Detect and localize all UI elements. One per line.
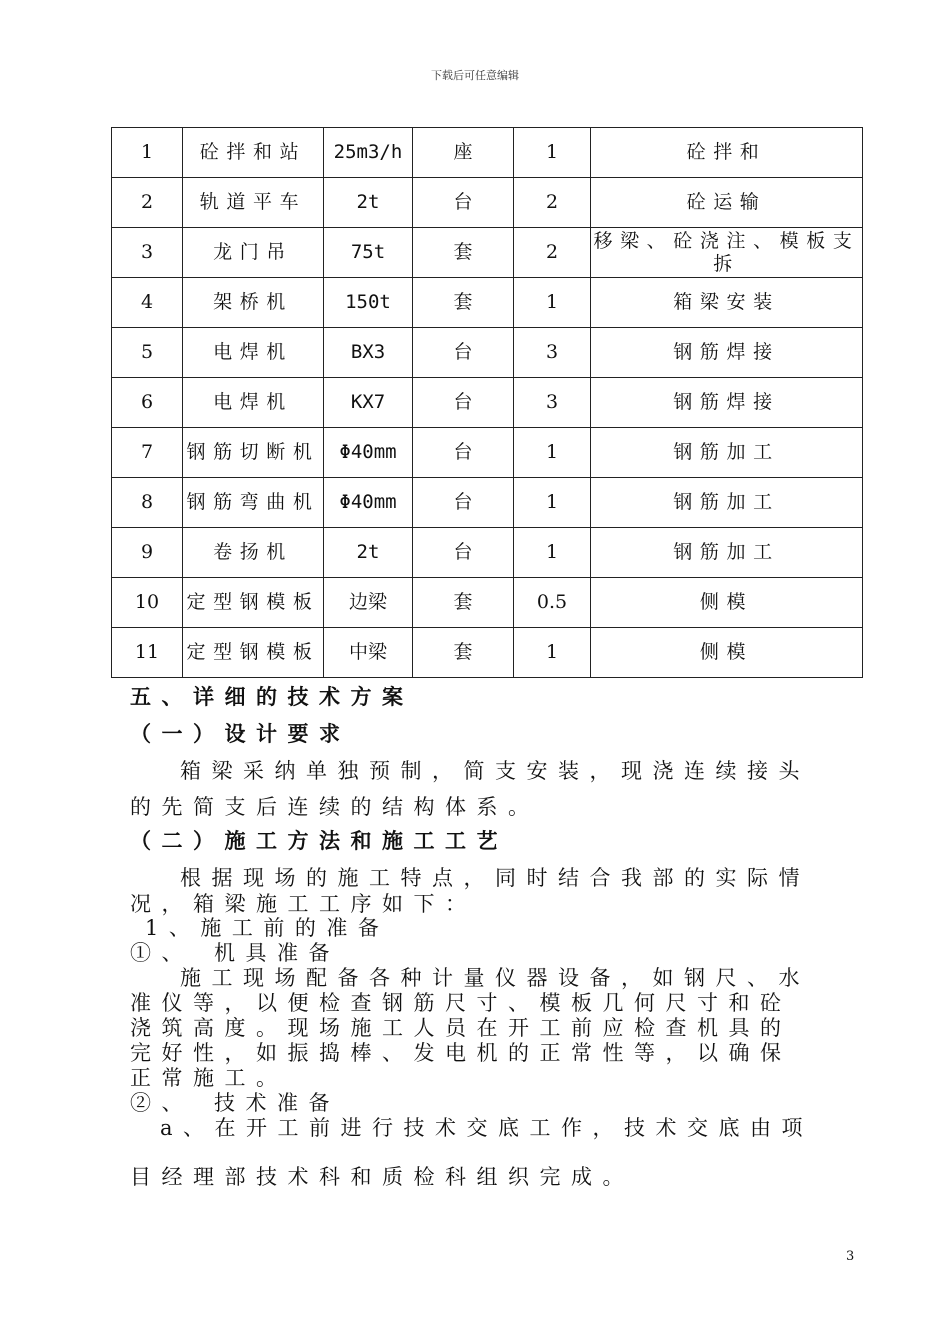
list-item: 1、施工前的准备 [145,916,390,940]
equipment-name-cell: 架桥机 [183,278,324,328]
purpose-cell: 侧模 [591,628,863,678]
unit-cell: 台 [413,528,514,578]
unit-cell: 台 [413,478,514,528]
equipment-name-cell: 定型钢模板 [183,628,324,678]
row-number-cell: 6 [112,378,183,428]
purpose-cell: 箱梁安装 [591,278,863,328]
equipment-spec-cell: 边梁 [324,578,413,628]
quantity-cell: 2 [514,228,591,278]
paragraph-line: 完好性，如振捣棒、发电机的正常性等，以确保 [130,1041,792,1065]
list-item: ①、 机具准备 [130,941,340,965]
row-number-cell: 3 [112,228,183,278]
row-number-cell: 2 [112,178,183,228]
table-row [112,428,863,478]
equipment-name-cell: 钢筋切断机 [183,428,324,478]
subsection-title-method: （二）施工方法和施工工艺 [130,828,508,853]
equipment-name-cell: 电焊机 [183,328,324,378]
page-header: 下载后可任意编辑 [431,69,519,82]
equipment-table [111,127,863,678]
paragraph: 目经理部技术科和质检科组织完成。 [130,1165,634,1189]
purpose-cell: 钢筋加工 [591,478,863,528]
table-row [112,328,863,378]
paragraph: 的先简支后连续的结构体系。 [130,795,540,819]
equipment-spec-cell: Φ40mm [324,428,413,478]
quantity-cell: 1 [514,628,591,678]
paragraph-line: 浇筑高度。现场施工人员在开工前应检查机具的 [130,1016,792,1040]
paragraph: 况，箱梁施工工序如下： [130,892,477,916]
unit-cell: 套 [413,228,514,278]
equipment-name-cell: 轨道平车 [183,178,324,228]
subsection-title-design: （一）设计要求 [130,721,351,746]
row-number-cell: 1 [112,128,183,178]
row-number-cell: 10 [112,578,183,628]
quantity-cell: 1 [514,478,591,528]
table-row [112,128,863,178]
quantity-cell: 3 [514,378,591,428]
row-number-cell: 4 [112,278,183,328]
equipment-name-cell: 卷扬机 [183,528,324,578]
table-row [112,578,863,628]
unit-cell: 台 [413,328,514,378]
purpose-cell: 钢筋加工 [591,428,863,478]
table-row [112,478,863,528]
unit-cell: 台 [413,428,514,478]
unit-cell: 台 [413,378,514,428]
equipment-spec-cell: 中梁 [324,628,413,678]
equipment-spec-cell: BX3 [324,328,413,378]
equipment-spec-cell: Φ40mm [324,478,413,528]
quantity-cell: 1 [514,128,591,178]
purpose-cell: 砼运输 [591,178,863,228]
unit-cell: 套 [413,628,514,678]
paragraph-line: 准仪等，以便检查钢筋尺寸、模板几何尺寸和砼 [130,991,792,1015]
unit-cell: 套 [413,278,514,328]
table-row [112,228,863,278]
purpose-cell: 钢筋焊接 [591,328,863,378]
quantity-cell: 1 [514,428,591,478]
equipment-name-cell: 龙门吊 [183,228,324,278]
table-row [112,278,863,328]
paragraph-line: 正常施工。 [130,1066,288,1090]
purpose-cell: 侧模 [591,578,863,628]
equipment-spec-cell: 2t [324,528,413,578]
section-title: 五、详细的技术方案 [130,684,414,709]
row-number-cell: 7 [112,428,183,478]
equipment-spec-cell: 150t [324,278,413,328]
row-number-cell: 11 [112,628,183,678]
page-number: 3 [846,1249,855,1264]
paragraph: a、在开工前进行技术交底工作，技术交底由项 [160,1116,814,1140]
quantity-cell: 3 [514,328,591,378]
equipment-spec-cell: 75t [324,228,413,278]
purpose-cell: 移梁、砼浇注、模板支拆 [591,228,863,278]
purpose-cell: 钢筋焊接 [591,378,863,428]
equipment-spec-cell: 25m3/h [324,128,413,178]
quantity-cell: 1 [514,278,591,328]
quantity-cell: 2 [514,178,591,228]
table-row [112,528,863,578]
unit-cell: 座 [413,128,514,178]
equipment-name-cell: 钢筋弯曲机 [183,478,324,528]
equipment-spec-cell: KX7 [324,378,413,428]
equipment-spec-cell: 2t [324,178,413,228]
list-item: ②、 技术准备 [130,1091,340,1115]
quantity-cell: 0.5 [514,578,591,628]
row-number-cell: 9 [112,528,183,578]
paragraph: 根据现场的施工特点，同时结合我部的实际情 [180,866,810,890]
row-number-cell: 5 [112,328,183,378]
paragraph-line: 施工现场配备各种计量仪器设备，如钢尺、水 [180,966,810,990]
quantity-cell: 1 [514,528,591,578]
paragraph: 箱梁采纳单独预制，简支安装，现浇连续接头 [180,759,810,783]
equipment-name-cell: 定型钢模板 [183,578,324,628]
table-row [112,378,863,428]
equipment-name-cell: 电焊机 [183,378,324,428]
row-number-cell: 8 [112,478,183,528]
unit-cell: 台 [413,178,514,228]
unit-cell: 套 [413,578,514,628]
table-row [112,628,863,678]
purpose-cell: 砼拌和 [591,128,863,178]
equipment-name-cell: 砼拌和站 [183,128,324,178]
table-row [112,178,863,228]
purpose-cell: 钢筋加工 [591,528,863,578]
